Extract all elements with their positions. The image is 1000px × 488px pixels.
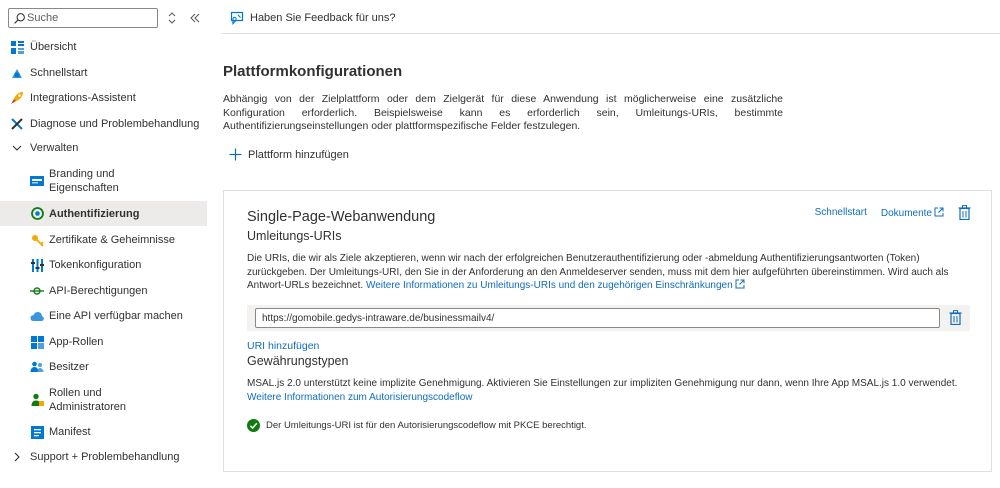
page-title: Plattformkonfigurationen <box>223 63 403 80</box>
sort-icon[interactable] <box>166 11 178 25</box>
sidebar-item-label-line1: Branding und <box>49 168 115 180</box>
redirect-uris-description <box>247 252 967 293</box>
add-platform-button[interactable] <box>229 148 349 161</box>
sidebar-item-roles-admins[interactable] <box>0 386 207 414</box>
add-platform-label: Plattform hinzufügen <box>248 148 349 161</box>
overview-icon <box>10 40 24 54</box>
auth-code-flow-link[interactable]: Weitere Informationen zum Autorisierungscodeflow <box>247 391 473 403</box>
redirect-uris-title: Umleitungs-URIs <box>247 229 342 243</box>
chevron-down-icon <box>10 141 24 155</box>
platform-card-title: Single-Page-Webanwendung <box>247 209 436 225</box>
feedback-label: Haben Sie Feedback für uns? <box>250 12 396 24</box>
api-permissions-icon <box>30 284 44 298</box>
delete-uri-icon[interactable] <box>949 310 962 325</box>
external-link-icon <box>934 207 944 217</box>
plus-icon <box>229 148 242 161</box>
redirect-uris-description-text: Die URIs, die wir als Ziele akzeptieren, wenn wir nach der erfolgreichen Benutzerauthentifizierung oder -abmeldung Authentifizierungsantworten (Token) zurückgeben. Der Umleitungs-URI, den Sie in der Anforderung an den Anmeldeserver senden, muss mit dem hier aufgeführten übereinstimmen. Wird auch als Antwort-URLs bezeichnet. <box>247 253 949 291</box>
main-content <box>222 34 1000 488</box>
sidebar-item-integration-assistant[interactable] <box>0 90 207 106</box>
manifest-icon <box>30 425 44 439</box>
roles-admins-icon <box>30 393 44 407</box>
sidebar-item-label: Diagnose und Problembehandlung <box>30 118 200 130</box>
sidebar-item-owners[interactable] <box>0 359 207 375</box>
sidebar-item-label: Schnellstart <box>30 67 88 79</box>
key-icon <box>30 233 44 247</box>
sidebar-item-label: Übersicht <box>30 41 77 53</box>
sidebar <box>0 0 207 488</box>
grant-types-description <box>247 377 967 404</box>
sidebar-item-label: App-Rollen <box>49 336 104 348</box>
redirect-uris-info-link[interactable] <box>366 280 745 291</box>
sidebar-item-label: Verwalten <box>30 142 79 154</box>
pkce-status <box>247 419 587 432</box>
redirect-uri-input[interactable] <box>255 308 940 328</box>
collapse-sidebar-icon[interactable] <box>188 11 202 25</box>
external-link-icon <box>735 279 745 289</box>
redirect-uris-info-link-label: Weitere Informationen zu Umleitungs-URIs und den zugehörigen Einschränkungen <box>365 280 733 291</box>
pkce-status-text: Der Umleitungs-URI ist für den Autorisierungscodeflow mit PKCE berechtigt. <box>266 420 587 431</box>
platform-card-spa <box>223 190 992 472</box>
grant-types-title: Gewährungstypen <box>247 354 349 368</box>
quickstart-icon <box>10 66 24 80</box>
sidebar-item-label-line1: Rollen und <box>49 387 102 399</box>
sidebar-item-label: Eine API verfügbar machen <box>49 310 183 322</box>
sidebar-item-label: API-Berechtigungen <box>49 285 148 297</box>
sidebar-item-label: Besitzer <box>49 361 89 373</box>
cloud-icon <box>30 309 44 323</box>
sidebar-item-label: Support + Problembehandlung <box>30 451 180 463</box>
authentication-icon <box>30 207 44 221</box>
success-check-icon <box>247 419 260 432</box>
sidebar-item-label-line2: Administratoren <box>49 401 127 413</box>
sidebar-item-diagnose[interactable] <box>0 116 207 132</box>
sidebar-item-api-permissions[interactable] <box>0 283 207 299</box>
branding-icon <box>30 174 44 188</box>
search-input[interactable] <box>27 10 153 26</box>
quickstart-link[interactable]: Schnellstart <box>814 207 867 218</box>
sidebar-item-expose-api[interactable] <box>0 308 207 324</box>
search-box[interactable] <box>8 8 158 28</box>
sidebar-item-overview[interactable] <box>0 39 207 55</box>
sidebar-item-label: Integrations-Assistent <box>30 92 136 104</box>
delete-platform-icon[interactable] <box>958 205 971 220</box>
sidebar-item-app-roles[interactable] <box>0 334 207 350</box>
add-uri-link[interactable]: URI hinzufügen <box>247 340 320 352</box>
app-roles-icon <box>30 335 44 349</box>
platform-card-actions <box>815 205 971 220</box>
sidebar-item-manifest[interactable] <box>0 424 207 440</box>
docs-link[interactable] <box>881 207 944 219</box>
rocket-icon <box>10 91 24 105</box>
owners-icon <box>30 360 44 374</box>
sidebar-item-label-line2: Eigenschaften <box>49 182 119 194</box>
search-icon <box>13 12 26 25</box>
sidebar-item-label: Tokenkonfiguration <box>49 259 142 271</box>
sidebar-item-authentication[interactable] <box>0 201 207 226</box>
sidebar-item-label: Authentifizierung <box>49 207 140 220</box>
sidebar-item-branding[interactable] <box>0 167 207 195</box>
sidebar-item-token-config[interactable] <box>0 257 207 273</box>
redirect-uri-row <box>247 305 970 331</box>
wrench-icon <box>10 117 24 131</box>
sidebar-search-row <box>8 8 208 28</box>
docs-link-label: Dokumente <box>880 207 932 219</box>
grant-types-description-text: MSAL.js 2.0 unterstützt keine implizite Genehmigung. Aktivieren Sie Einstellungen zur impliziten Genehmigung nur dann, wenn Ihre App MSAL.js 1.0 verwendet. <box>247 378 958 389</box>
token-config-icon <box>30 258 44 272</box>
feedback-button[interactable] <box>230 10 396 26</box>
sidebar-item-certificates[interactable] <box>0 232 207 248</box>
chevron-right-icon <box>10 450 24 464</box>
sidebar-group-manage[interactable] <box>0 140 207 156</box>
command-bar <box>222 0 1000 34</box>
page-description: Abhängig von der Zielplattform oder dem Zielgerät für diese Anwendung ist möglicherweise eine zusätzliche Konfiguration erforderlich. Beispielsweise kann es erforderlich sein, Umleitungs-URIs, bestimmte Authentifizierungseinstellungen oder plattformspezifische Felder festzulegen. <box>223 93 783 132</box>
feedback-icon <box>230 11 244 25</box>
sidebar-item-label: Zertifikate & Geheimnisse <box>49 234 175 246</box>
sidebar-group-support[interactable] <box>0 449 207 465</box>
sidebar-item-quickstart[interactable] <box>0 65 207 81</box>
sidebar-item-label: Manifest <box>49 426 91 438</box>
